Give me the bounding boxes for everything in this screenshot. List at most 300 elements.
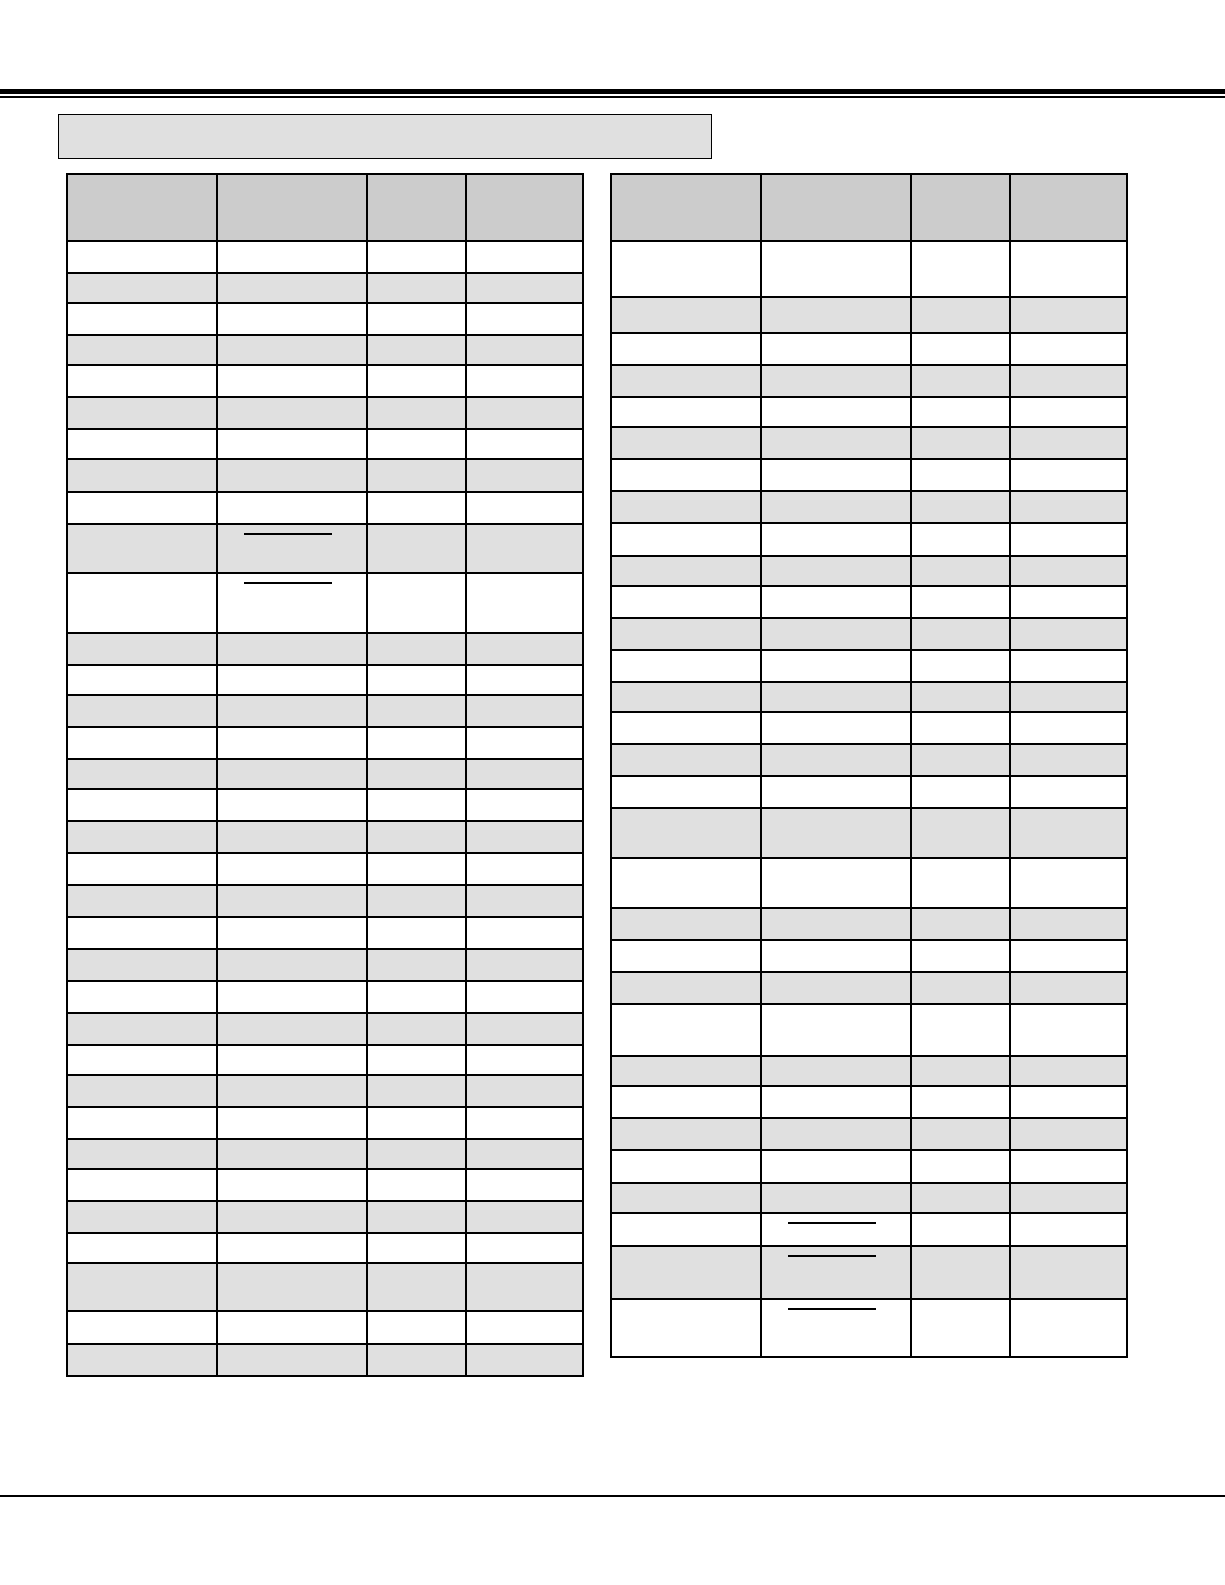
underline-mark	[788, 1222, 876, 1224]
column-header	[1010, 174, 1127, 241]
table-cell	[611, 1150, 761, 1183]
table-cell	[761, 1183, 911, 1213]
table-cell	[911, 491, 1010, 523]
table-cell	[67, 981, 217, 1013]
table-cell	[67, 789, 217, 821]
table-cell	[911, 650, 1010, 682]
table-cell	[217, 1139, 367, 1169]
table-cell	[1010, 1004, 1127, 1056]
table-row	[67, 335, 583, 365]
table-cell	[761, 1150, 911, 1183]
table-cell	[611, 397, 761, 427]
table-cell	[761, 972, 911, 1004]
table-cell	[761, 427, 911, 459]
table-cell	[217, 1075, 367, 1107]
table-cell	[67, 1045, 217, 1075]
table-cell	[911, 682, 1010, 712]
spec-table-left	[66, 173, 584, 1377]
table-cell	[367, 303, 466, 335]
table-header-row	[611, 174, 1127, 241]
table-cell	[217, 1201, 367, 1233]
table-cell	[911, 241, 1010, 297]
table-cell	[911, 808, 1010, 858]
table-cell	[367, 1075, 466, 1107]
table-cell	[761, 365, 911, 397]
table-cell	[466, 727, 583, 759]
table-cell	[367, 397, 466, 429]
table-row	[67, 365, 583, 397]
table-cell	[217, 1344, 367, 1376]
table-cell	[67, 492, 217, 524]
table-cell	[761, 333, 911, 365]
table-cell	[611, 491, 761, 523]
table-row	[611, 972, 1127, 1004]
table-cell	[466, 1311, 583, 1344]
table-cell	[67, 1344, 217, 1376]
table-cell	[67, 365, 217, 397]
header-rule-thin	[0, 96, 1225, 98]
table-cell	[911, 365, 1010, 397]
table-cell	[761, 491, 911, 523]
table-row	[67, 1201, 583, 1233]
table-cell	[217, 273, 367, 303]
table-cell	[1010, 858, 1127, 908]
table-cell	[611, 940, 761, 972]
table-cell	[217, 397, 367, 429]
table-cell	[67, 273, 217, 303]
table-row	[67, 759, 583, 789]
table-cell	[611, 650, 761, 682]
table-cell	[611, 333, 761, 365]
table-cell	[611, 1004, 761, 1056]
table-cell	[1010, 682, 1127, 712]
table-cell	[611, 586, 761, 618]
table-row	[67, 524, 583, 573]
table-cell	[217, 821, 367, 853]
table-cell	[611, 1299, 761, 1357]
table-row	[611, 1183, 1127, 1213]
table-cell	[217, 1107, 367, 1139]
table-cell	[67, 885, 217, 917]
table-cell	[911, 523, 1010, 556]
table-cell	[911, 1299, 1010, 1357]
table-cell	[217, 241, 367, 273]
table-cell	[611, 808, 761, 858]
table-row	[67, 1075, 583, 1107]
table-cell	[611, 972, 761, 1004]
table-cell	[761, 523, 911, 556]
column-header	[466, 174, 583, 241]
table-cell	[367, 573, 466, 633]
table-cell	[466, 759, 583, 789]
table-cell	[1010, 1183, 1127, 1213]
table-cell	[217, 633, 367, 665]
table-cell	[217, 429, 367, 459]
table-cell	[367, 981, 466, 1013]
table-cell	[611, 1118, 761, 1150]
table-cell	[67, 633, 217, 665]
table-cell	[217, 853, 367, 885]
table-cell	[1010, 808, 1127, 858]
table-cell	[911, 858, 1010, 908]
table-row	[67, 981, 583, 1013]
underline-mark	[244, 533, 332, 535]
table-cell	[1010, 712, 1127, 744]
table-cell	[67, 303, 217, 335]
table-cell	[367, 365, 466, 397]
table-cell	[1010, 459, 1127, 491]
table-cell	[367, 853, 466, 885]
table-cell	[911, 1183, 1010, 1213]
table-cell	[911, 459, 1010, 491]
table-cell	[367, 429, 466, 459]
table-row	[67, 1263, 583, 1311]
table-cell	[217, 665, 367, 695]
table-cell	[466, 573, 583, 633]
column-header	[67, 174, 217, 241]
table-cell	[761, 1086, 911, 1118]
table-cell	[217, 1013, 367, 1045]
table-row	[611, 908, 1127, 940]
table-cell	[217, 573, 367, 633]
table-row	[67, 241, 583, 273]
table-cell	[367, 1344, 466, 1376]
table-cell	[761, 712, 911, 744]
table-cell	[367, 241, 466, 273]
table-cell	[1010, 1118, 1127, 1150]
table-cell	[761, 682, 911, 712]
table-cell	[466, 1013, 583, 1045]
table-cell	[1010, 241, 1127, 297]
table-cell	[367, 917, 466, 949]
table-cell	[466, 397, 583, 429]
table-cell	[217, 727, 367, 759]
table-cell	[67, 524, 217, 573]
column-header	[217, 174, 367, 241]
table-cell	[911, 712, 1010, 744]
table-row	[611, 556, 1127, 586]
table-cell	[911, 1150, 1010, 1183]
table-row	[67, 1107, 583, 1139]
table-cell	[1010, 1246, 1127, 1299]
table-cell	[911, 1246, 1010, 1299]
table-cell	[217, 695, 367, 727]
table-cell	[367, 1013, 466, 1045]
table-cell	[67, 241, 217, 273]
section-title-box	[58, 114, 712, 159]
table-cell	[217, 1233, 367, 1263]
table-cell	[217, 524, 367, 573]
spec-table-right	[610, 173, 1128, 1358]
table-cell	[367, 1045, 466, 1075]
table-cell	[217, 303, 367, 335]
table-cell	[367, 1139, 466, 1169]
table-cell	[367, 789, 466, 821]
table-cell	[67, 573, 217, 633]
table-row	[67, 821, 583, 853]
column-header	[761, 174, 911, 241]
table-cell	[761, 776, 911, 808]
table-cell	[761, 744, 911, 776]
table-row	[67, 273, 583, 303]
table-cell	[1010, 908, 1127, 940]
table-cell	[466, 524, 583, 573]
table-cell	[911, 1004, 1010, 1056]
table-cell	[466, 273, 583, 303]
table-cell	[911, 427, 1010, 459]
table-cell	[761, 297, 911, 333]
table-cell	[911, 556, 1010, 586]
table-cell	[67, 397, 217, 429]
table-row	[611, 650, 1127, 682]
table-cell	[466, 492, 583, 524]
table-cell	[67, 1263, 217, 1311]
table-cell	[466, 459, 583, 492]
header-rule-thick	[0, 89, 1225, 94]
table-row	[611, 682, 1127, 712]
table-cell	[67, 665, 217, 695]
table-cell	[217, 885, 367, 917]
table-row	[67, 1139, 583, 1169]
table-row	[611, 808, 1127, 858]
table-cell	[611, 1183, 761, 1213]
table-cell	[761, 1299, 911, 1357]
table-cell	[217, 335, 367, 365]
table-cell	[1010, 650, 1127, 682]
table-cell	[611, 908, 761, 940]
table-row	[67, 1233, 583, 1263]
table-cell	[611, 1086, 761, 1118]
table-cell	[911, 744, 1010, 776]
table-cell	[367, 665, 466, 695]
table-cell	[67, 1233, 217, 1263]
table-body-left	[67, 241, 583, 1376]
table-row	[611, 586, 1127, 618]
table-cell	[217, 1311, 367, 1344]
table-cell	[611, 427, 761, 459]
table-cell	[67, 917, 217, 949]
table-cell	[611, 459, 761, 491]
table-cell	[761, 858, 911, 908]
table-cell	[67, 1139, 217, 1169]
table-cell	[761, 459, 911, 491]
table-cell	[367, 273, 466, 303]
underline-mark	[788, 1255, 876, 1257]
table-row	[611, 776, 1127, 808]
table-row	[611, 618, 1127, 650]
table-body-right	[611, 241, 1127, 1357]
table-row	[67, 1311, 583, 1344]
table-row	[611, 333, 1127, 365]
table-row	[67, 885, 583, 917]
table-cell	[1010, 556, 1127, 586]
table-row	[611, 1150, 1127, 1183]
table-row	[67, 459, 583, 492]
table-cell	[67, 335, 217, 365]
table-cell	[611, 712, 761, 744]
table-row	[611, 858, 1127, 908]
table-cell	[466, 429, 583, 459]
table-row	[611, 1118, 1127, 1150]
table-cell	[611, 523, 761, 556]
table-row	[67, 1344, 583, 1376]
table-row	[611, 297, 1127, 333]
table-cell	[911, 618, 1010, 650]
table-cell	[367, 1107, 466, 1139]
table-cell	[611, 682, 761, 712]
table-cell	[1010, 333, 1127, 365]
table-cell	[466, 885, 583, 917]
table-cell	[67, 853, 217, 885]
table-cell	[466, 665, 583, 695]
table-cell	[1010, 972, 1127, 1004]
table-row	[611, 1213, 1127, 1246]
footer-rule	[0, 1495, 1225, 1497]
table-cell	[1010, 1150, 1127, 1183]
table-cell	[1010, 427, 1127, 459]
table-row	[611, 427, 1127, 459]
table-cell	[67, 1311, 217, 1344]
table-cell	[611, 1213, 761, 1246]
table-cell	[1010, 491, 1127, 523]
table-row	[67, 695, 583, 727]
table-row	[611, 712, 1127, 744]
table-row	[611, 1056, 1127, 1086]
table-cell	[911, 776, 1010, 808]
table-row	[67, 1169, 583, 1201]
column-header	[911, 174, 1010, 241]
table-cell	[761, 1118, 911, 1150]
table-cell	[1010, 776, 1127, 808]
table-row	[611, 523, 1127, 556]
table-cell	[761, 586, 911, 618]
table-cell	[611, 556, 761, 586]
table-cell	[911, 1213, 1010, 1246]
table-cell	[761, 908, 911, 940]
table-cell	[466, 981, 583, 1013]
column-header	[611, 174, 761, 241]
table-row	[611, 940, 1127, 972]
table-row	[611, 491, 1127, 523]
table-cell	[466, 365, 583, 397]
table-cell	[611, 618, 761, 650]
table-cell	[611, 297, 761, 333]
table-cell	[911, 1086, 1010, 1118]
table-cell	[1010, 365, 1127, 397]
table-cell	[466, 1139, 583, 1169]
table-row	[67, 1013, 583, 1045]
table-cell	[761, 241, 911, 297]
table-cell	[67, 1107, 217, 1139]
table-cell	[367, 821, 466, 853]
table-cell	[67, 727, 217, 759]
table-row	[67, 917, 583, 949]
table-row	[611, 1246, 1127, 1299]
table-cell	[217, 1169, 367, 1201]
table-cell	[911, 397, 1010, 427]
table-cell	[466, 633, 583, 665]
table-cell	[466, 1263, 583, 1311]
table-cell	[217, 759, 367, 789]
table-cell	[466, 335, 583, 365]
table-cell	[611, 1246, 761, 1299]
table-cell	[761, 650, 911, 682]
table-cell	[466, 1201, 583, 1233]
table-cell	[367, 1201, 466, 1233]
table-cell	[466, 1169, 583, 1201]
table-cell	[1010, 586, 1127, 618]
table-row	[611, 1299, 1127, 1357]
table-cell	[367, 492, 466, 524]
table-cell	[217, 365, 367, 397]
table-row	[611, 365, 1127, 397]
table-cell	[611, 858, 761, 908]
table-cell	[67, 759, 217, 789]
table-cell	[911, 297, 1010, 333]
table-cell	[67, 459, 217, 492]
table-cell	[761, 1056, 911, 1086]
table-cell	[1010, 1299, 1127, 1357]
table-cell	[1010, 397, 1127, 427]
table-row	[67, 492, 583, 524]
table-cell	[911, 1118, 1010, 1150]
table-row	[67, 853, 583, 885]
table-cell	[367, 885, 466, 917]
table-row	[67, 429, 583, 459]
table-cell	[67, 429, 217, 459]
table-cell	[611, 365, 761, 397]
table-cell	[466, 949, 583, 981]
table-cell	[466, 821, 583, 853]
table-row	[67, 303, 583, 335]
table-row	[67, 665, 583, 695]
table-cell	[367, 633, 466, 665]
table-row	[67, 397, 583, 429]
table-cell	[761, 1246, 911, 1299]
table-cell	[466, 1344, 583, 1376]
table-cell	[611, 744, 761, 776]
table-cell	[466, 1045, 583, 1075]
column-header	[367, 174, 466, 241]
table-header-row	[67, 174, 583, 241]
table-cell	[466, 1075, 583, 1107]
table-cell	[217, 981, 367, 1013]
table-cell	[217, 917, 367, 949]
table-cell	[761, 397, 911, 427]
table-cell	[217, 492, 367, 524]
table-cell	[217, 1045, 367, 1075]
table-cell	[67, 1201, 217, 1233]
table-cell	[367, 1311, 466, 1344]
table-cell	[367, 727, 466, 759]
table-cell	[466, 1233, 583, 1263]
table-row	[67, 727, 583, 759]
table-row	[611, 1004, 1127, 1056]
table-cell	[761, 618, 911, 650]
table-cell	[466, 789, 583, 821]
table-cell	[67, 821, 217, 853]
table-cell	[1010, 618, 1127, 650]
table-cell	[611, 776, 761, 808]
table-cell	[1010, 297, 1127, 333]
table-cell	[67, 1075, 217, 1107]
table-cell	[761, 1213, 911, 1246]
table-row	[67, 789, 583, 821]
table-row	[67, 949, 583, 981]
table-cell	[1010, 1213, 1127, 1246]
table-cell	[911, 1056, 1010, 1086]
table-cell	[367, 335, 466, 365]
